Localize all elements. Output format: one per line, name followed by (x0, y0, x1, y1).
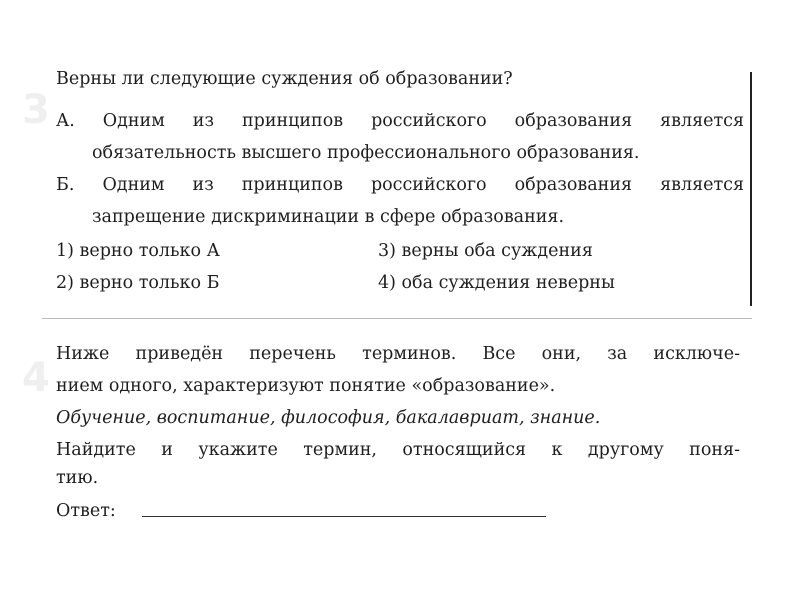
question-number-4: 4 (22, 355, 50, 401)
section-divider (42, 318, 752, 319)
q3-statement-b-line1: Б. Одним из принципов российского образования является (56, 175, 744, 195)
q3-option-2: 2) верно только Б (56, 273, 220, 293)
q3-statement-a-line1: А. Одним из принципов российского образования является (56, 111, 744, 131)
q4-text-line5: тию. (56, 468, 99, 488)
q3-option-1: 1) верно только А (56, 241, 220, 261)
q4-terms-list: Обучение, воспитание, философия, бакалавриат, знание. (56, 408, 601, 428)
q4-text-line1: Ниже приведён перечень терминов. Все они, за исключе- (56, 344, 740, 364)
q4-text-line4: Найдите и укажите термин, относящийся к другому поня- (56, 440, 740, 460)
q3-statement-a-line2: обязательность высшего профессионального образования. (92, 143, 640, 163)
q4-answer-line[interactable] (142, 516, 546, 517)
q4-answer-label: Ответ: (56, 501, 116, 521)
q3-title: Верны ли следующие суждения об образовании? (56, 69, 513, 89)
q3-option-3: 3) верны оба суждения (378, 241, 593, 261)
q3-option-4: 4) оба суждения неверны (378, 273, 615, 293)
question-number-3: 3 (22, 87, 50, 133)
q3-statement-b-line2: запрещение дискриминации в сфере образования. (92, 207, 565, 227)
q3-right-border (750, 72, 752, 306)
q4-text-line2: нием одного, характеризуют понятие «образование». (56, 376, 556, 396)
